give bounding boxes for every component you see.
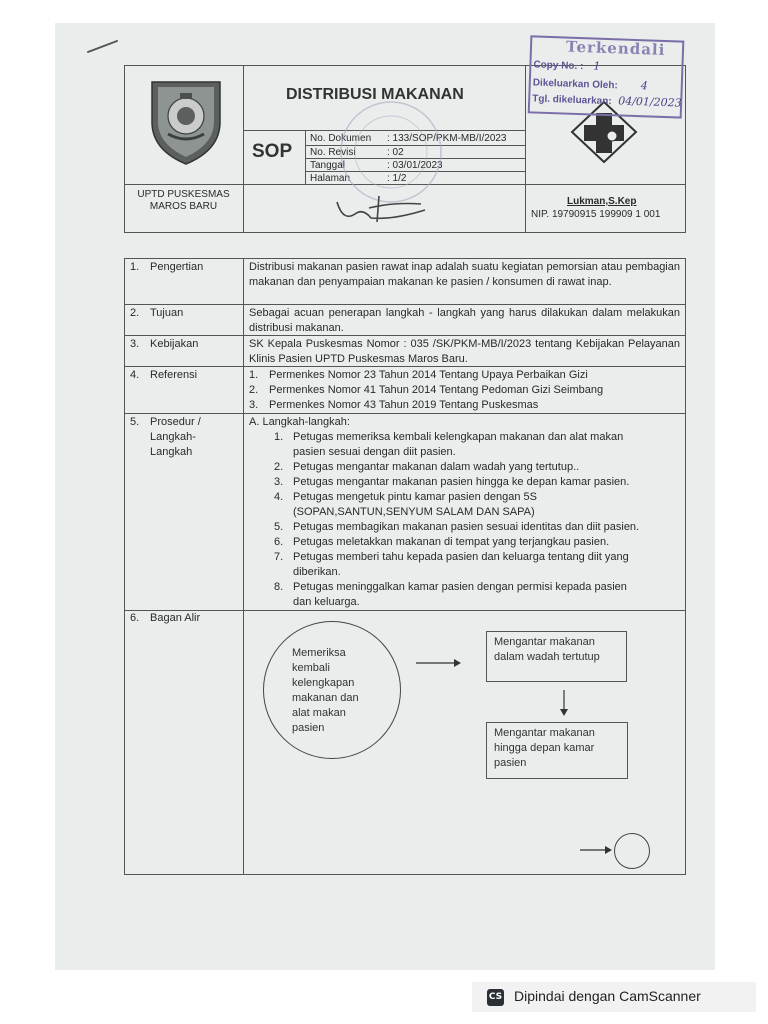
list-number: 1. (274, 431, 284, 443)
list-number: 4. (274, 491, 284, 503)
camscanner-text: Dipindai dengan CamScanner (514, 988, 701, 1004)
meta-label-no-dokumen: No. Dokumen (310, 133, 372, 144)
list-number: 3. (249, 399, 259, 411)
row-number: 6. (130, 612, 140, 624)
meta-label-no-revisi: No. Revisi (310, 147, 356, 158)
stamp-copy-label: Copy No. : (533, 59, 584, 73)
document-title: DISTRIBUSI MAKANAN (286, 86, 464, 103)
list-number: 2. (274, 461, 284, 473)
pencil-mark (86, 38, 120, 56)
row-number: 4. (130, 369, 140, 381)
row-number: 3. (130, 338, 140, 350)
procedure-step: Petugas meninggalkan kamar pasien dengan permisi kepada pasien dan keluarga. (293, 581, 627, 608)
list-number: 8. (274, 581, 284, 593)
stamp-copy-value: 1 (593, 59, 601, 73)
row-label-kebijakan: Kebijakan (150, 338, 199, 350)
stamp-date-value: 04/01/2023 (617, 94, 682, 110)
stamp-title: Terkendali (565, 37, 666, 60)
stamp-issued-value: 4 (640, 79, 648, 93)
row-text-tujuan: Sebagai acuan penerapan langkah - langkah yang harus dilakukan dalam melakukan distribusi makanan. (249, 307, 680, 334)
signer-name: Lukman,S.Kep (567, 196, 637, 207)
row-label-bagan-alir: Bagan Alir (150, 612, 201, 624)
meta-value-halaman: : 1/2 (387, 173, 407, 184)
flow-arrow-down (557, 689, 571, 719)
procedure-step: Petugas meletakkan makanan di tempat yang terjangkau pasien. (293, 536, 610, 548)
flow-off-page-connector (614, 833, 650, 869)
camscanner-watermark (472, 982, 756, 1012)
flow-arrow-right (414, 656, 464, 670)
procedure-step: Petugas membagikan makanan pasien sesuai identitas dan diit pasien. (293, 521, 640, 533)
controlled-copy-stamp (528, 35, 687, 120)
row-text-kebijakan: SK Kepala Puskesmas Nomor : 035 /SK/PKM-MB/I/2023 tentang Kebijakan Pelayanan Klinis Pasien UPTD Puskesmas Maros Baru. (249, 338, 680, 365)
reference-item: Permenkes Nomor 43 Tahun 2019 Tentang Puskesmas (269, 399, 539, 411)
procedure-intro: A. Langkah-langkah: (249, 416, 350, 428)
reference-item: Permenkes Nomor 41 Tahun 2014 Tentang Pedoman Gizi Seimbang (269, 384, 604, 396)
regional-emblem-icon (146, 78, 226, 166)
list-number: 3. (274, 476, 284, 488)
list-number: 1. (249, 369, 259, 381)
procedure-step: Petugas mengantar makanan pasien hingga ke depan kamar pasien. (293, 476, 630, 488)
row-label-referensi: Referensi (150, 369, 198, 381)
procedure-step: Petugas memeriksa kembali kelengkapan makanan dan alat makan pasien sesuai dengan diit pasien. (293, 431, 624, 458)
list-number: 6. (274, 536, 284, 548)
row-number: 2. (130, 307, 140, 319)
flow-arrow-to-connector (579, 843, 615, 857)
procedure-step: Petugas mengetuk pintu kamar pasien dengan 5S (SOPAN,SANTUN,SENYUM SALAM DAN SAPA) (293, 491, 537, 518)
meta-value-tanggal: : 03/01/2023 (387, 160, 443, 171)
row-label-tujuan: Tujuan (150, 307, 184, 319)
list-number: 2. (249, 384, 259, 396)
meta-label-halaman: Halaman (310, 173, 351, 184)
row-label-pengertian: Pengertian (150, 261, 204, 273)
meta-value-no-dokumen: : 133/SOP/PKM-MB/I/2023 (387, 133, 507, 144)
signature-mark (333, 188, 433, 228)
stamp-issued-label: Dikeluarkan Oleh: (532, 77, 618, 92)
camscanner-logo-icon: CS (487, 989, 504, 1006)
signer-nip: NIP. 19790915 199909 1 001 (531, 209, 661, 220)
flow-box-2-text: Mengantar makanan hingga depan kamar pasien (494, 727, 595, 769)
meta-label-tanggal: Tanggal (310, 160, 346, 171)
flow-box-1-text: Mengantar makanan dalam wadah tertutup (494, 636, 600, 663)
flow-start-text: Memeriksa kembali kelengkapan makanan dan alat makan pasien (292, 647, 359, 734)
list-number: 7. (274, 551, 284, 563)
procedure-step: Petugas memberi tahu kepada pasien dan keluarga tentang diit yang diberikan. (293, 551, 629, 578)
stamp-date-label: Tgl. dikeluarkan: (532, 93, 612, 108)
row-text-pengertian: Distribusi makanan pasien rawat inap adalah suatu kegiatan pemorsian atau pembagian makanan dan penyampaian makanan ke pasien / konsumen di rawat inap. (249, 261, 680, 288)
unit-name: UPTD PUSKESMAS MAROS BARU (137, 189, 230, 212)
sop-label: SOP (252, 141, 293, 162)
reference-item: Permenkes Nomor 23 Tahun 2014 Tentang Upaya Perbaikan Gizi (269, 369, 588, 381)
row-number: 1. (130, 261, 140, 273)
procedure-step: Petugas mengantar makanan dalam wadah yang tertutup.. (293, 461, 580, 473)
row-label-prosedur: Prosedur / Langkah- Langkah (150, 416, 201, 458)
row-number: 5. (130, 416, 140, 428)
list-number: 5. (274, 521, 284, 533)
meta-value-no-revisi: : 02 (387, 147, 404, 158)
